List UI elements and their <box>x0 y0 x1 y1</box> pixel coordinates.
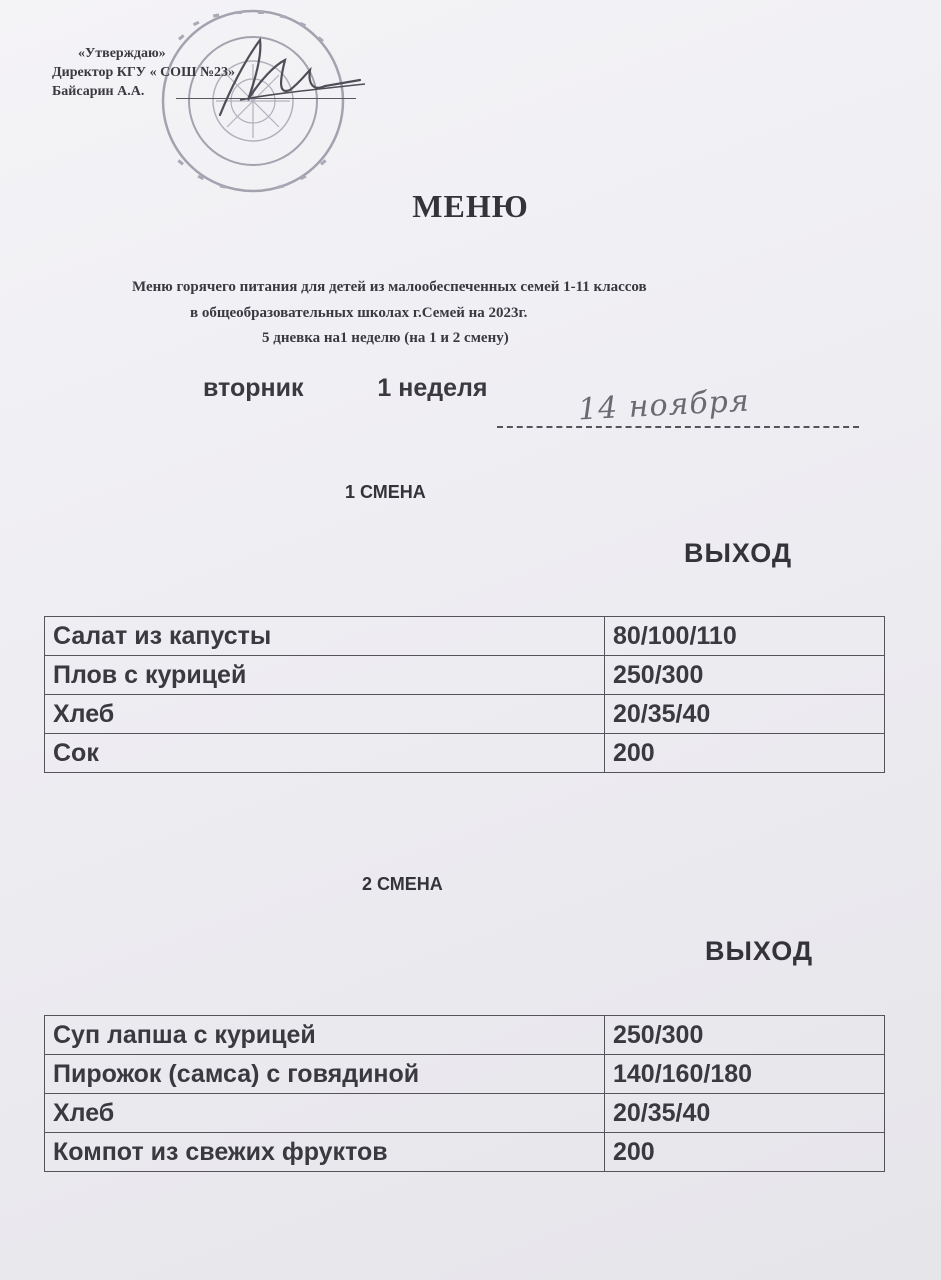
handwritten-date: 14 ноября <box>577 383 751 428</box>
table-row <box>45 656 885 695</box>
amount-cell: 200 <box>605 734 885 773</box>
amount-cell: 80/100/110 <box>605 617 885 656</box>
table-row <box>45 1055 885 1094</box>
dish-cell: Салат из капусты <box>45 617 605 656</box>
day-name: вторник <box>203 374 304 402</box>
shift-2-yield-label: ВЫХОД <box>705 936 814 966</box>
shift-1-title: 1 СМЕНА <box>345 482 426 502</box>
dish-cell: Суп лапша с курицей <box>45 1016 605 1055</box>
amount-cell: 250/300 <box>605 656 885 695</box>
subtitle-line-1: Меню горячего питания для детей из малообеспеченных семей 1-11 классов <box>132 279 647 295</box>
subtitle-line-2: в общеобразовательных школах г.Семей на 2023г. <box>190 305 528 321</box>
table-row <box>45 1016 885 1055</box>
dish-cell: Хлеб <box>45 695 605 734</box>
dish-cell: Сок <box>45 734 605 773</box>
shift-2-title: 2 СМЕНА <box>362 874 443 894</box>
approval-line-3: Байсарин А.А. <box>52 84 145 99</box>
table-row <box>45 695 885 734</box>
dish-cell: Пирожок (самса) с говядиной <box>45 1055 605 1094</box>
page-title: МЕНЮ <box>412 188 529 224</box>
dish-cell: Компот из свежих фруктов <box>45 1133 605 1172</box>
amount-cell: 20/35/40 <box>605 695 885 734</box>
director-signature-icon <box>200 20 370 130</box>
shift-1-menu-table <box>44 616 885 773</box>
amount-cell: 200 <box>605 1133 885 1172</box>
shift-2-menu-table <box>44 1015 885 1172</box>
amount-cell: 20/35/40 <box>605 1094 885 1133</box>
approval-line-1: «Утверждаю» <box>78 46 166 61</box>
amount-cell: 250/300 <box>605 1016 885 1055</box>
week-number: 1 неделя <box>377 374 488 402</box>
amount-cell: 140/160/180 <box>605 1055 885 1094</box>
shift-1-yield-label: ВЫХОД <box>684 538 793 568</box>
table-row <box>45 617 885 656</box>
table-row <box>45 1094 885 1133</box>
table-row <box>45 1133 885 1172</box>
date-dashed-line <box>497 426 859 428</box>
dish-cell: Хлеб <box>45 1094 605 1133</box>
table-row <box>45 734 885 773</box>
subtitle-line-3: 5 дневка на1 неделю (на 1 и 2 смену) <box>262 330 509 346</box>
day-week-line <box>203 374 488 403</box>
approval-line-2: Директор КГУ « СОШ №23» <box>52 65 236 80</box>
dish-cell: Плов с курицей <box>45 656 605 695</box>
